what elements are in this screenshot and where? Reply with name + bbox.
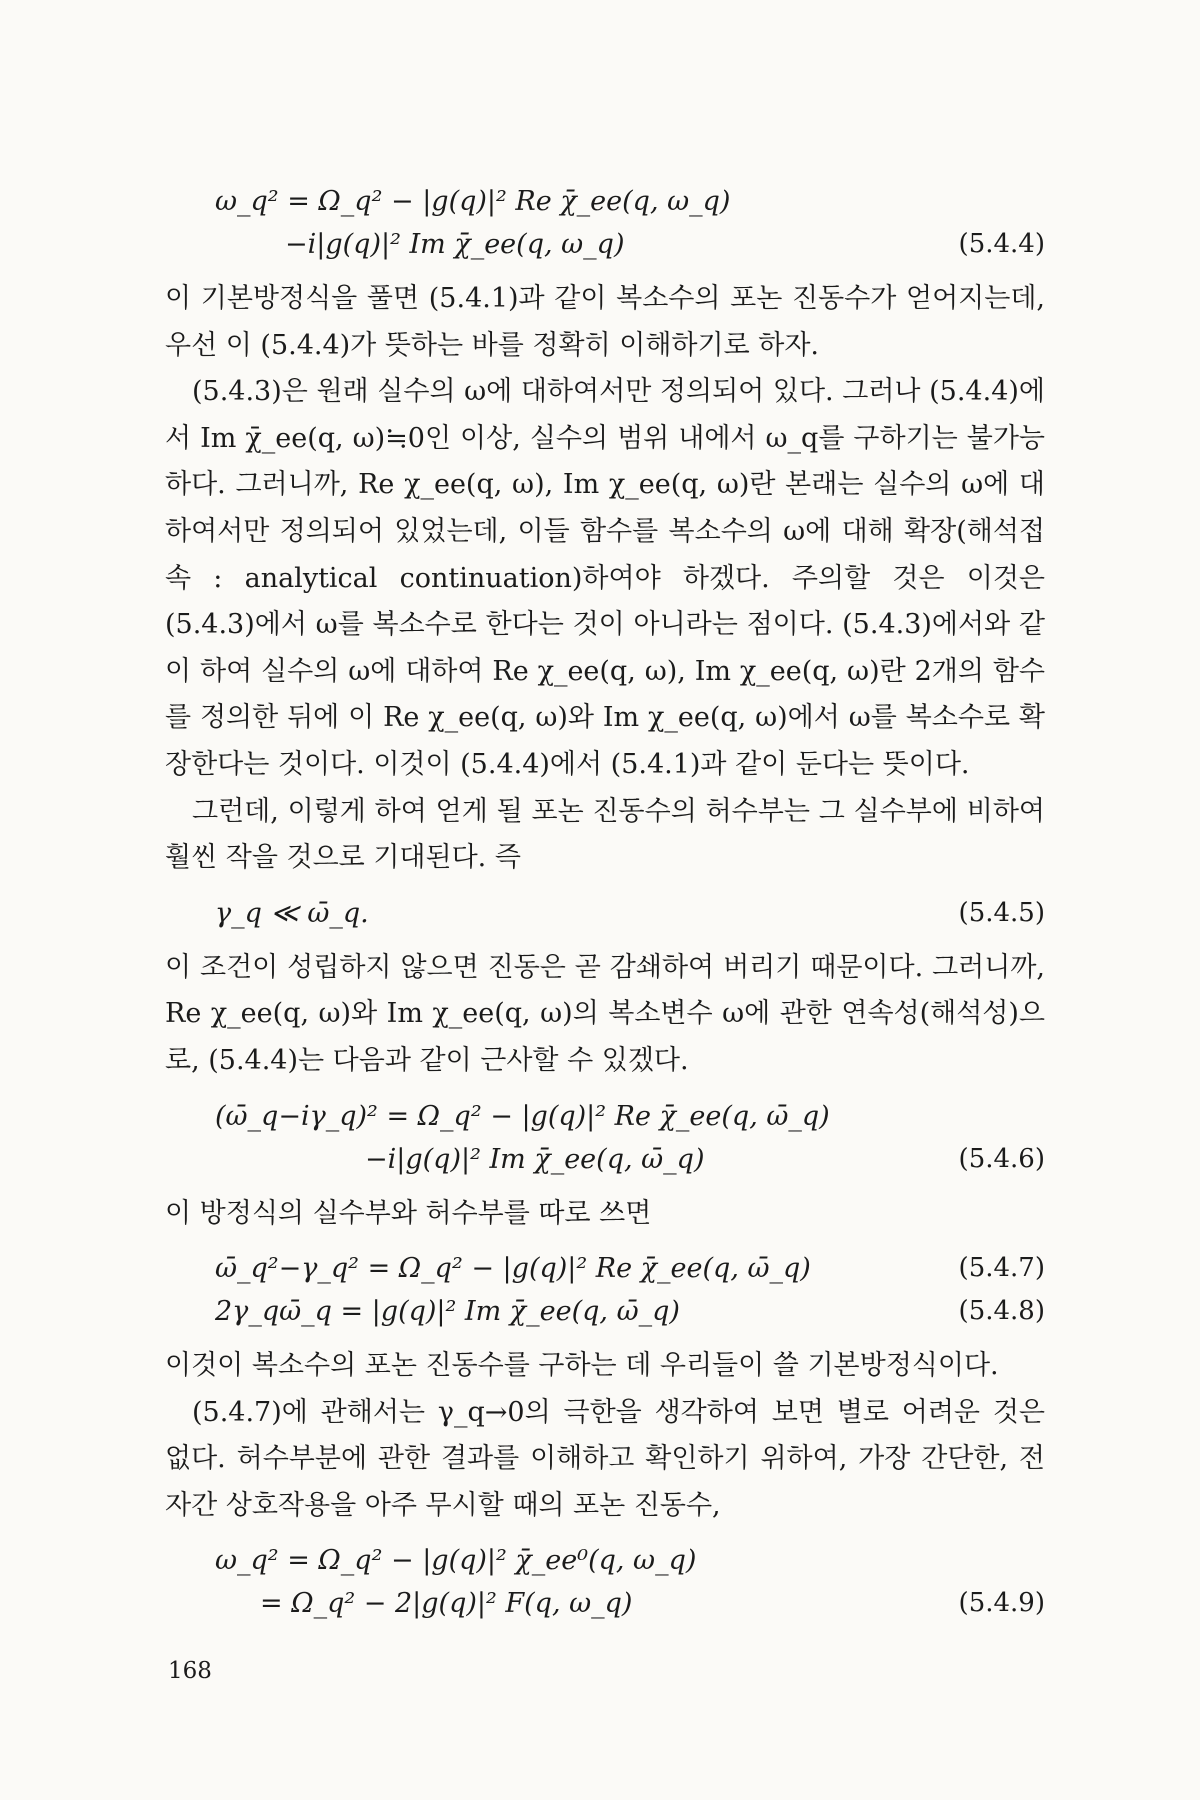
paragraph: 그런데, 이렇게 하여 얻게 될 포논 진동수의 허수부는 그 실수부에 비하여 훨씬 작을 것으로 기대된다. 즉	[165, 795, 1045, 874]
equation-block	[165, 1539, 1045, 1625]
equation-expression: −i|g(q)|² Im χ̄_ee(q, ω̄_q)	[365, 1143, 705, 1175]
page-number: 168	[168, 1658, 212, 1684]
equation-line	[165, 223, 1045, 266]
equation-line	[165, 1138, 1045, 1181]
paragraph: 이 방정식의 실수부와 허수부를 따로 쓰면	[165, 1197, 652, 1229]
equation-line	[165, 180, 1045, 223]
paragraph: 이것이 복소수의 포논 진동수를 구하는 데 우리들이 쓸 기본방정식이다.	[165, 1350, 999, 1382]
equation-expression: ω_q² = Ω_q² − |g(q)|² χ̄_ee⁰(q, ω_q)	[215, 1545, 697, 1577]
equation-expression: 2γ_qω̄_q = |g(q)|² Im χ̄_ee(q, ω̄_q)	[215, 1296, 680, 1328]
equation-line	[165, 1290, 1045, 1333]
equation-block	[165, 1247, 1045, 1333]
equation-expression: ω_q² = Ω_q² − |g(q)|² Re χ̄_ee(q, ω_q)	[215, 186, 731, 217]
equation-block	[165, 1095, 1045, 1181]
equation-expression: (ω̄_q−iγ_q)² = Ω_q² − |g(q)|² Re χ̄_ee(q, ω̄_q)	[215, 1100, 830, 1132]
equation-line	[165, 1247, 1045, 1290]
equation-number: (5.4.5)	[958, 897, 1045, 928]
equation-block	[165, 892, 1045, 935]
equation-expression: γ_q ≪ ω̄_q.	[215, 897, 369, 929]
equation-expression: −i|g(q)|² Im χ̄_ee(q, ω_q)	[285, 229, 625, 260]
equation-line	[165, 892, 1045, 935]
page-content	[165, 170, 1045, 1635]
equation-number: (5.4.6)	[958, 1143, 1045, 1174]
equation-line	[165, 1539, 1045, 1582]
paragraph: 이 조건이 성립하지 않으면 진동은 곧 감쇄하여 버리기 때문이다. 그러니까, Re χ_ee(q, ω)와 Im χ_ee(q, ω)의 복소변수 ω에 관한 연속성(해석성)으로, (5.4.4)는 다음과 같이 근사할 수 있겠다.	[165, 951, 1045, 1076]
equation-number: (5.4.4)	[958, 229, 1045, 259]
equation-expression: = Ω_q² − 2|g(q)|² F(q, ω_q)	[260, 1588, 633, 1620]
equation-number: (5.4.8)	[958, 1296, 1045, 1327]
equation-line	[165, 1095, 1045, 1138]
equation-number: (5.4.7)	[958, 1253, 1045, 1284]
equation-block	[165, 180, 1045, 266]
equation-line	[165, 1582, 1045, 1625]
paragraph: 이 기본방정식을 풀면 (5.4.1)과 같이 복소수의 포논 진동수가 얻어지는데, 우선 이 (5.4.4)가 뜻하는 바를 정확히 이해하기로 하자.	[165, 283, 1045, 361]
equation-number: (5.4.9)	[958, 1588, 1045, 1619]
paragraph: (5.4.3)은 원래 실수의 ω에 대하여서만 정의되어 있다. 그러나 (5.4.4)에서 Im χ̄_ee(q, ω)≒0인 이상, 실수의 범위 내에서 ω_q를 구하기는 불가능하다. 그러니까, Re χ_ee(q, ω), Im χ_ee(q, ω)란 본래는 실수의 ω에 대하여서만 정의되어 있었는데, 이들 함수를 복소수의 ω에 대해 확장(해석접속 : analytical continuation)하여야 하겠다. 주의할 것은 이것은 (5.4.3)에서 ω를 복소수로 한다는 것이 아니라는 점이다. (5.4.3)에서와 같이 하여 실수의 ω에 대하여 Re χ_ee(q, ω), Im χ_ee(q, ω)란 2개의 함수를 정의한 뒤에 이 Re χ_ee(q, ω)와 Im χ_ee(q, ω)에서 ω를 복소수로 확장한다는 것이다. 이것이 (5.4.4)에서 (5.4.1)과 같이 둔다는 뜻이다.	[165, 376, 1045, 780]
paragraph: (5.4.7)에 관해서는 γ_q→0의 극한을 생각하여 보면 별로 어려운 것은 없다. 허수부분에 관한 결과를 이해하고 확인하기 위하여, 가장 간단한, 전자간 상호작용을 아주 무시할 때의 포논 진동수,	[165, 1396, 1045, 1521]
equation-expression: ω̄_q²−γ_q² = Ω_q² − |g(q)|² Re χ̄_ee(q, ω̄_q)	[215, 1253, 811, 1285]
